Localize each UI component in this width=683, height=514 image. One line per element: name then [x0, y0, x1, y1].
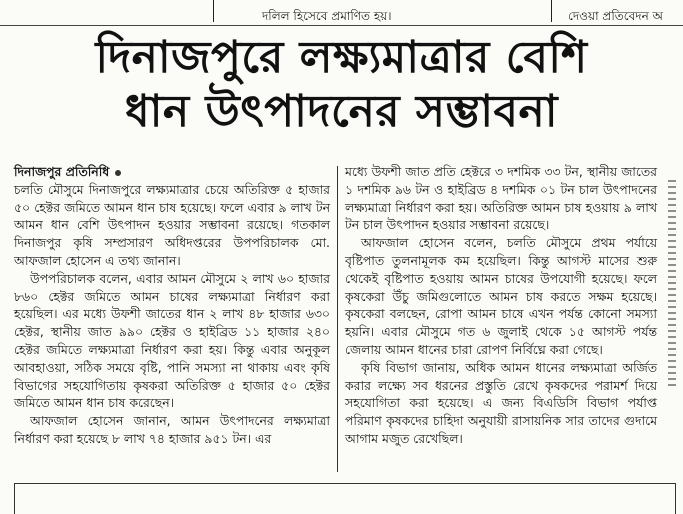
- byline: [14, 163, 330, 181]
- headline: [0, 32, 683, 138]
- headline-line-1: দিনাজপুরে লক্ষ্যমাত্রার বেশি: [95, 32, 588, 83]
- paragraph: আফজাল হোসেন বলেন, চলতি মৌসুমে প্রথম পর্যায়ে বৃষ্টিপাত তুলনামূলক কম হয়েছিল। কিন্তু আগস্ট মাসের শুরু থেকেই বৃষ্টিপাত হওয়ায় আমন চাষের উপযোগী হয়েছে। ফলে কৃষকেরা উঁচু জমিগুলোতে আমন চাষ করতে সক্ষম হয়েছে। কৃষকেরা বলছেন, রোপা আমন চাষে এখন পর্যন্ত কোনো সমস্যা হয়নি। এবার মৌসুমে গত ৬ জুলাই থেকে ১৫ আগস্ট পর্যন্ত জেলায় আমন ধানের চারা রোপণ নির্বিঘ্নে করা গেছে।: [345, 235, 657, 357]
- article-column-right: [345, 163, 657, 448]
- adjacent-article-fragment: দলিল হিসেবে প্রমাণিত হয়।: [262, 9, 392, 23]
- top-strip: [0, 0, 683, 26]
- column-divider: [337, 166, 338, 472]
- paragraph: চলতি মৌসুমে দিনাজপুরে লক্ষ্যমাত্রার চেয়ে অতিরিক্ত ৫ হাজার ৫০ হেক্টর জমিতে আমন ধান চাষ হয়েছে। ফলে এবার ৯ লাখ টন আমন ধান বেশি উৎপাদন হওয়ার সম্ভাবনা রয়েছে। গতকাল দিনাজপুর কৃষি সম্প্রসারণ অধিদপ্তরের উপপরিচালক মো. আফজাল হোসেন এ তথ্য জানান।: [14, 181, 330, 268]
- paragraph: কৃষি বিভাগ জানায়, অধিক আমন ধানের লক্ষ্যমাত্রা অর্জিত করার লক্ষ্যে সব ধরনের প্রস্তুতি রেখে কৃষকদের পরামর্শ দিয়ে সহযোগিতা করা হয়েছে। এ জন্য বিএডিসি বিভাগ পর্যাপ্ত পরিমাণ কৃষকদের চাহিদা অনুযায়ী রাসায়নিক সার তাদের গুদামে আগাম মজুত রেখেছিল।: [345, 359, 657, 446]
- article-column-left: [14, 163, 330, 448]
- column-divider: [213, 0, 214, 22]
- paragraph: উপপরিচালক বলেন, এবার আমন মৌসুমে ২ লাখ ৬০ হাজার ৮৬০ হেক্টর জমিতে আমন চাষের লক্ষ্যমাত্রা নির্ধারণ করা হয়েছিল। এর মধ্যে উফশী জাতের ধান ২ লাখ ৪৮ হাজার ৬৩০ হেক্টর, স্থানীয় জাত ৯৯০ হেক্টর ও হাইব্রিড ১১ হাজার ২৪০ হেক্টর জমিতে লক্ষ্যমাত্রা নির্ধারণ করা হয়। কিন্তু এবার অনুকূল আবহাওয়া, সঠিক সময়ে বৃষ্টি, পানি সমস্যা না থাকায় এবং কৃষি বিভাগের সহযোগিতায় কৃষকরা অতিরিক্ত ৫ হাজার ৫০ হেক্টর জমিতে আমন ধান চাষ করেছেন।: [14, 270, 330, 411]
- adjacent-column-edge: [668, 180, 676, 390]
- section-rule: [0, 25, 683, 26]
- column-divider: [551, 0, 552, 22]
- headline-line-2: ধান উৎপাদনের সম্ভাবনা: [124, 86, 559, 137]
- paragraph: আফজাল হোসেন জানান, আমন উৎপাদনের লক্ষ্যমাত্রা নির্ধারণ করা হয়েছে ৮ লাখ ৭৪ হাজার ৯৫১ টন। এর: [14, 413, 330, 446]
- adjacent-article-fragment: দেওয়া প্রতিবেদন অ: [568, 9, 663, 23]
- paragraph: মধ্যে উফশী জাত প্রতি হেক্টরে ৩ দশমিক ৩৩ টন, স্থানীয় জাতের ১ দশমিক ৯৬ টন ও হাইব্রিড ৪ দশমিক ০১ টন চাল উৎপাদনের লক্ষ্যমাত্রা নির্ধারণ করা হয়। অতিরিক্ত আমন চাষ হওয়ায় ৯ লাখ টন চাল উৎপাদন হওয়ার সম্ভাবনা রয়েছে।: [345, 164, 657, 233]
- byline-text: দিনাজপুর প্রতিনিধি: [14, 164, 110, 179]
- bullet-icon: [115, 170, 121, 176]
- bottom-box-frame: [14, 483, 676, 514]
